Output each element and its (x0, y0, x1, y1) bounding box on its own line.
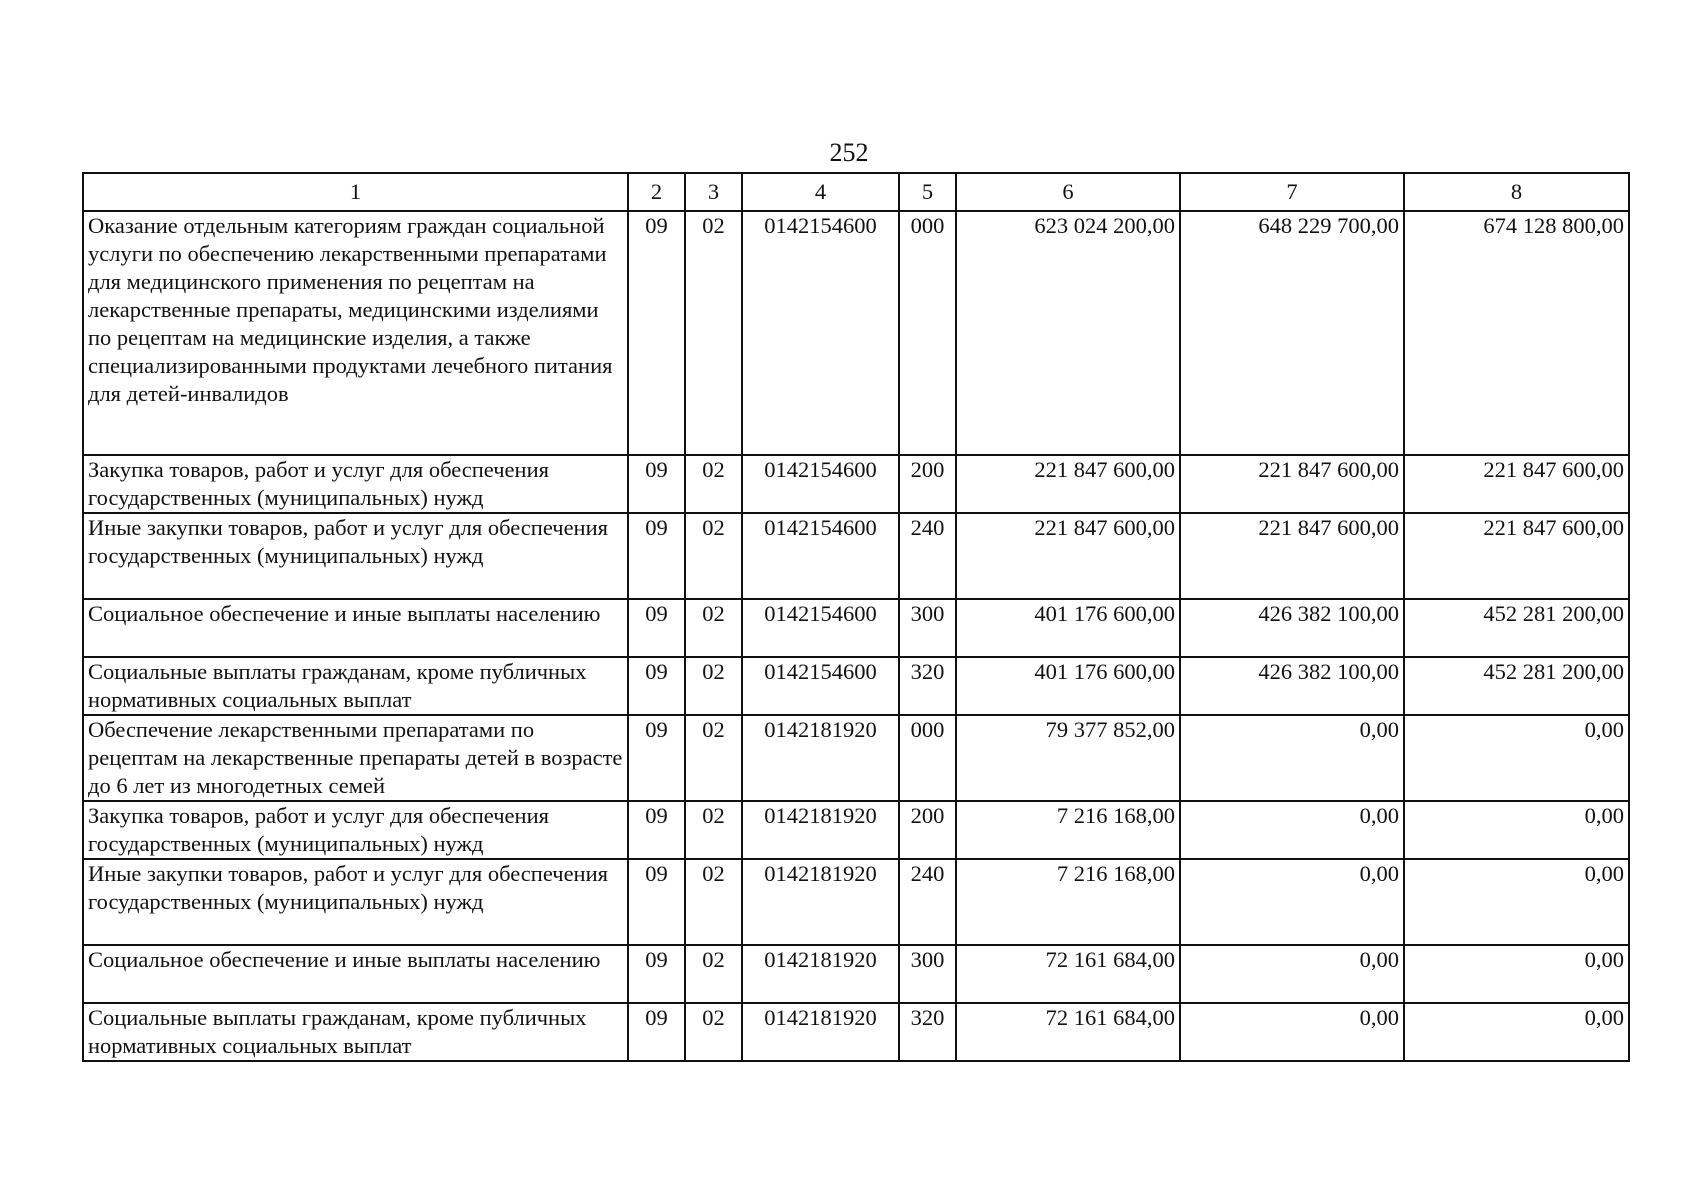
table-body (83, 211, 1629, 1061)
header-col-4: 4 (742, 173, 899, 211)
row-target: 0142154600 (742, 657, 899, 715)
row-section: 09 (628, 513, 685, 599)
row-name: Иные закупки товаров, работ и услуг для обеспечения государственных (муниципальных) нужд (83, 513, 628, 599)
row-target: 0142154600 (742, 513, 899, 599)
row-expense-type: 000 (899, 715, 956, 801)
row-expense-type: 200 (899, 455, 956, 513)
row-amount-3: 0,00 (1404, 715, 1629, 801)
row-subsection: 02 (685, 657, 742, 715)
table-row (83, 513, 1629, 599)
table-row (83, 599, 1629, 657)
row-target: 0142154600 (742, 599, 899, 657)
row-amount-1: 221 847 600,00 (956, 513, 1180, 599)
row-amount-3: 452 281 200,00 (1404, 599, 1629, 657)
row-amount-2: 0,00 (1180, 1003, 1404, 1061)
row-subsection: 02 (685, 715, 742, 801)
row-amount-3: 452 281 200,00 (1404, 657, 1629, 715)
row-section: 09 (628, 657, 685, 715)
row-section: 09 (628, 1003, 685, 1061)
row-amount-2: 426 382 100,00 (1180, 657, 1404, 715)
row-amount-3: 221 847 600,00 (1404, 455, 1629, 513)
table-row (83, 715, 1629, 801)
row-name: Оказание отдельным категориям граждан социальной услуги по обеспечению лекарственными препаратами для медицинского применения по рецептам на лекарственные препараты, медицинскими изделиями по рецептам на медицинские изделия, а также специализированными продуктами лечебного питания для детей-инвалидов (83, 211, 628, 455)
row-section: 09 (628, 859, 685, 945)
row-subsection: 02 (685, 513, 742, 599)
row-target: 0142154600 (742, 455, 899, 513)
row-amount-3: 0,00 (1404, 1003, 1629, 1061)
table-row (83, 801, 1629, 859)
row-target: 0142181920 (742, 801, 899, 859)
row-subsection: 02 (685, 801, 742, 859)
row-amount-1: 221 847 600,00 (956, 455, 1180, 513)
row-amount-3: 0,00 (1404, 859, 1629, 945)
row-section: 09 (628, 211, 685, 455)
row-amount-2: 221 847 600,00 (1180, 455, 1404, 513)
row-amount-1: 623 024 200,00 (956, 211, 1180, 455)
page-number-text: 252 (829, 138, 869, 167)
row-target: 0142181920 (742, 1003, 899, 1061)
row-amount-2: 426 382 100,00 (1180, 599, 1404, 657)
row-expense-type: 320 (899, 657, 956, 715)
table-row (83, 859, 1629, 945)
table-row (83, 455, 1629, 513)
header-col-1: 1 (83, 173, 628, 211)
row-section: 09 (628, 801, 685, 859)
table-row (83, 945, 1629, 1003)
row-expense-type: 000 (899, 211, 956, 455)
header-col-5: 5 (899, 173, 956, 211)
row-amount-1: 72 161 684,00 (956, 1003, 1180, 1061)
row-section: 09 (628, 715, 685, 801)
table-row (83, 657, 1629, 715)
row-name: Закупка товаров, работ и услуг для обеспечения государственных (муниципальных) нужд (83, 801, 628, 859)
budget-table (82, 172, 1630, 1062)
header-col-6: 6 (956, 173, 1180, 211)
row-amount-1: 7 216 168,00 (956, 801, 1180, 859)
table-row (83, 1003, 1629, 1061)
row-name: Социальные выплаты гражданам, кроме публичных нормативных социальных выплат (83, 1003, 628, 1061)
row-amount-3: 0,00 (1404, 945, 1629, 1003)
row-amount-1: 401 176 600,00 (956, 657, 1180, 715)
row-expense-type: 300 (899, 945, 956, 1003)
row-amount-2: 0,00 (1180, 801, 1404, 859)
row-name: Обеспечение лекарственными препаратами по рецептам на лекарственные препараты детей в возрасте до 6 лет из многодетных семей (83, 715, 628, 801)
row-section: 09 (628, 945, 685, 1003)
row-amount-2: 221 847 600,00 (1180, 513, 1404, 599)
row-expense-type: 320 (899, 1003, 956, 1061)
row-section: 09 (628, 455, 685, 513)
row-expense-type: 240 (899, 859, 956, 945)
row-section: 09 (628, 599, 685, 657)
row-amount-1: 401 176 600,00 (956, 599, 1180, 657)
header-col-8: 8 (1404, 173, 1629, 211)
row-amount-2: 0,00 (1180, 715, 1404, 801)
row-amount-3: 221 847 600,00 (1404, 513, 1629, 599)
row-subsection: 02 (685, 211, 742, 455)
page-number (0, 138, 1698, 168)
table-row (83, 211, 1629, 455)
table-header (83, 173, 1629, 211)
row-subsection: 02 (685, 859, 742, 945)
row-expense-type: 300 (899, 599, 956, 657)
row-name: Социальные выплаты гражданам, кроме публичных нормативных социальных выплат (83, 657, 628, 715)
row-name: Социальное обеспечение и иные выплаты населению (83, 945, 628, 1003)
row-amount-1: 7 216 168,00 (956, 859, 1180, 945)
row-amount-2: 648 229 700,00 (1180, 211, 1404, 455)
row-amount-2: 0,00 (1180, 859, 1404, 945)
row-subsection: 02 (685, 455, 742, 513)
row-name: Закупка товаров, работ и услуг для обеспечения государственных (муниципальных) нужд (83, 455, 628, 513)
row-target: 0142181920 (742, 859, 899, 945)
header-col-7: 7 (1180, 173, 1404, 211)
row-subsection: 02 (685, 1003, 742, 1061)
row-expense-type: 240 (899, 513, 956, 599)
header-row (83, 173, 1629, 211)
row-amount-3: 674 128 800,00 (1404, 211, 1629, 455)
row-target: 0142181920 (742, 715, 899, 801)
row-name: Социальное обеспечение и иные выплаты населению (83, 599, 628, 657)
row-amount-1: 79 377 852,00 (956, 715, 1180, 801)
row-amount-2: 0,00 (1180, 945, 1404, 1003)
row-target: 0142181920 (742, 945, 899, 1003)
row-amount-1: 72 161 684,00 (956, 945, 1180, 1003)
row-amount-3: 0,00 (1404, 801, 1629, 859)
row-name: Иные закупки товаров, работ и услуг для обеспечения государственных (муниципальных) нужд (83, 859, 628, 945)
row-subsection: 02 (685, 599, 742, 657)
row-subsection: 02 (685, 945, 742, 1003)
row-expense-type: 200 (899, 801, 956, 859)
header-col-3: 3 (685, 173, 742, 211)
header-col-2: 2 (628, 173, 685, 211)
row-target: 0142154600 (742, 211, 899, 455)
